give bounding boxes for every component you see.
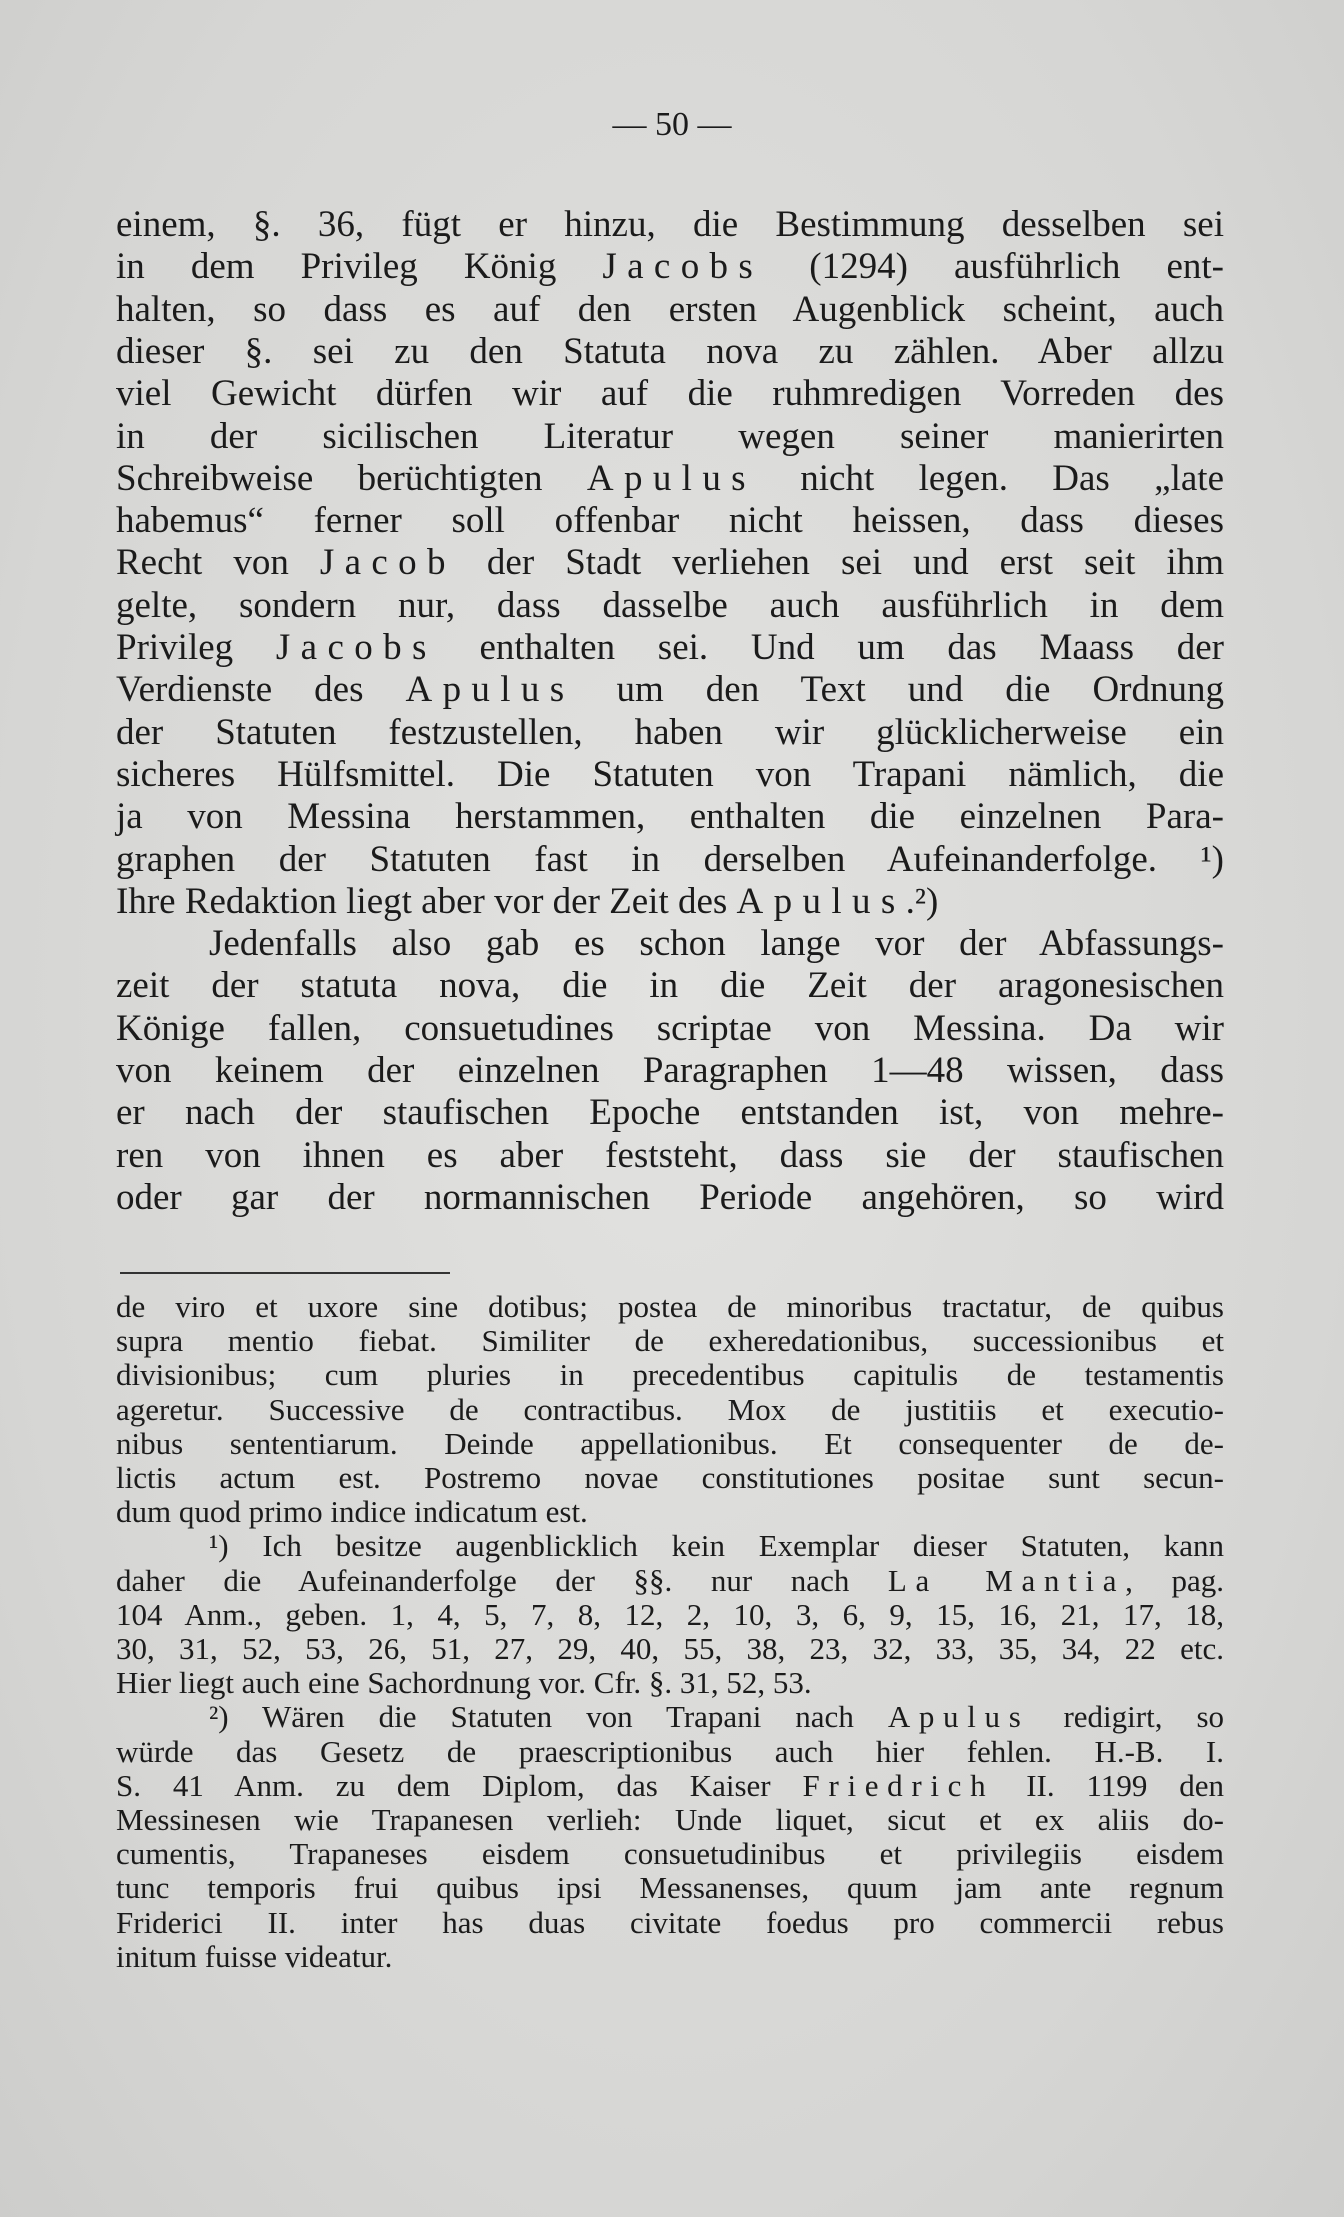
text-segment: II. 1199 den xyxy=(994,1767,1224,1803)
text-segment: cumentis, Trapaneses eisdem consuetudinibus et privilegiis eisdem xyxy=(116,1836,1224,1872)
text-line xyxy=(116,839,1224,881)
text-segment: .²) xyxy=(905,880,939,922)
text-line xyxy=(116,881,1224,923)
spaced-name: Apulus xyxy=(736,880,906,922)
footnote-line xyxy=(116,1769,1224,1803)
footnote-line xyxy=(116,1837,1224,1871)
text-line xyxy=(116,712,1224,754)
text-segment: der Statuten festzustellen, haben wir glücklicherweise ein xyxy=(116,711,1224,753)
text-line xyxy=(116,754,1224,796)
footnote-divider xyxy=(120,1272,450,1274)
page-number: — 50 — xyxy=(612,106,732,143)
text-segment: Ihre Redaktion liegt aber vor der Zeit des xyxy=(116,880,737,922)
text-segment: Recht von xyxy=(116,542,320,584)
text-segment: ja von Messina herstammen, enthalten die einzelnen Para- xyxy=(116,796,1224,838)
text-segment: Verdienste des xyxy=(116,669,406,711)
text-segment: initum fuisse videatur. xyxy=(116,1938,393,1974)
text-line xyxy=(116,458,1224,500)
text-segment: tunc temporis frui quibus ipsi Messanenses, quum jam ante regnum xyxy=(116,1870,1224,1906)
text-segment: zeit der statuta nova, die in die Zeit der aragonesischen xyxy=(116,965,1224,1007)
text-line xyxy=(116,1177,1224,1219)
text-line xyxy=(116,204,1224,246)
text-segment: (1294) ausführlich ent- xyxy=(763,246,1224,288)
text-segment: nibus sententiarum. Deinde appellationibus. Et consequenter de de- xyxy=(116,1425,1224,1461)
text-segment: viel Gewicht dürfen wir auf die ruhmredigen Vorreden des xyxy=(116,373,1224,415)
text-segment: in der sicilischen Literatur wegen seiner manierirten xyxy=(116,415,1224,457)
text-segment: S. 41 Anm. zu dem Diplom, das Kaiser xyxy=(116,1767,803,1803)
footnote-line xyxy=(116,1529,1224,1563)
text-segment: sicheres Hülfsmittel. Die Statuten von Trapani nämlich, die xyxy=(116,753,1224,795)
text-segment: graphen der Statuten fast in derselben Aufeinanderfolge. ¹) xyxy=(116,838,1224,880)
text-line xyxy=(116,585,1224,627)
text-segment: Jedenfalls also gab es schon lange vor der Abfassungs- xyxy=(209,923,1224,965)
text-segment: lictis actum est. Postremo novae constitutiones positae sunt secun- xyxy=(116,1460,1224,1495)
footnote-line xyxy=(116,1871,1224,1905)
text-line xyxy=(116,796,1224,838)
text-segment: dieser §. sei zu den Statuta nova zu zählen. Aber allzu xyxy=(116,330,1224,372)
footnote-line xyxy=(116,1358,1224,1392)
footnote-line xyxy=(116,1290,1224,1324)
text-segment: einem, §. 36, fügt er hinzu, die Bestimmung desselben sei xyxy=(116,204,1224,245)
spaced-name: Apulus xyxy=(586,457,756,499)
text-line xyxy=(116,542,1224,584)
text-line xyxy=(116,331,1224,373)
text-segment: er nach der staufischen Epoche entstanden ist, von mehre- xyxy=(116,1092,1224,1134)
footnote-line xyxy=(116,1598,1224,1632)
spaced-name: Jacobs xyxy=(602,246,764,288)
footnote-line xyxy=(116,1632,1224,1666)
footnote-line xyxy=(116,1803,1224,1837)
spaced-name: La Mantia xyxy=(887,1562,1126,1598)
footnote-line xyxy=(116,1940,1224,1974)
text-segment: Friderici II. inter has duas civitate foedus pro commercii rebus xyxy=(116,1904,1224,1940)
text-segment: oder gar der normannischen Periode angehören, so wird xyxy=(116,1176,1224,1218)
text-segment: halten, so dass es auf den ersten Augenblick scheint, auch xyxy=(116,288,1224,330)
text-segment: supra mentio fiebat. Similiter de exheredationibus, successionibus et xyxy=(116,1323,1224,1359)
text-segment: de viro et uxore sine dotibus; postea de minoribus tractatur, de quibus xyxy=(116,1289,1224,1324)
text-segment: 30, 31, 52, 53, 26, 51, 27, 29, 40, 55, 38, 23, 32, 33, 35, 34, 22 etc. xyxy=(116,1631,1224,1666)
text-segment: um den Text und die Ordnung xyxy=(574,669,1224,711)
text-line xyxy=(116,1008,1224,1050)
spaced-name: Apulus xyxy=(887,1699,1030,1735)
text-segment: 104 Anm., geben. 1, 4, 5, 7, 8, 12, 2, 10, 3, 6, 9, 15, 16, 21, 17, 18, xyxy=(116,1596,1224,1632)
text-segment: in dem Privileg König xyxy=(116,246,603,288)
text-segment: enthalten sei. Und um das Maass der xyxy=(436,627,1224,668)
footnote-line xyxy=(116,1564,1224,1598)
text-line xyxy=(116,246,1224,288)
spaced-name: Friedrich xyxy=(802,1767,995,1803)
text-segment: der Stadt verliehen sei und erst seit ihm xyxy=(455,542,1224,584)
footnote-line xyxy=(116,1324,1224,1358)
text-segment: Könige fallen, consuetudines scriptae von Messina. Da wir xyxy=(116,1007,1224,1049)
text-line xyxy=(116,1135,1224,1177)
footnote-line xyxy=(116,1906,1224,1940)
text-segment: Privileg xyxy=(116,627,276,668)
text-segment: redigirt, so xyxy=(1029,1699,1225,1735)
text-segment: habemus“ ferner soll offenbar nicht heissen, dass dieses xyxy=(116,500,1224,542)
text-segment: ²) Wären die Statuten von Trapani nach xyxy=(209,1699,888,1735)
footnote-line xyxy=(116,1666,1224,1700)
text-line xyxy=(116,416,1224,458)
text-segment: Schreibweise berüchtigten xyxy=(116,457,587,499)
text-line xyxy=(116,373,1224,415)
footnote-line xyxy=(116,1495,1224,1529)
text-line xyxy=(116,627,1224,669)
text-line xyxy=(116,923,1224,965)
text-line xyxy=(116,1050,1224,1092)
text-segment: Messinesen wie Trapanesen verlieh: Unde liquet, sicut et ex aliis do- xyxy=(116,1802,1224,1837)
text-segment: dum quod primo indice indicatum est. xyxy=(116,1494,588,1530)
footnote-line xyxy=(116,1735,1224,1769)
footnote-line xyxy=(116,1461,1224,1495)
spaced-name: Jacob xyxy=(319,542,456,584)
text-segment: Hier liegt auch eine Sachordnung vor. Cfr. §. 31, 52, 53. xyxy=(116,1665,812,1701)
text-line xyxy=(116,289,1224,331)
text-segment: würde das Gesetz de praescriptionibus auch hier fehlen. H.-B. I. xyxy=(116,1733,1224,1769)
text-segment: daher die Aufeinanderfolge der §§. nur nach xyxy=(116,1562,888,1598)
text-segment: gelte, sondern nur, dass dasselbe auch ausführlich in dem xyxy=(116,584,1224,626)
text-segment: ¹) Ich besitze augenblicklich kein Exemplar dieser Statuten, kann xyxy=(209,1528,1224,1564)
footnote-line xyxy=(116,1700,1224,1734)
text-segment: divisionibus; cum pluries in precedentibus capitulis de testamentis xyxy=(116,1357,1224,1393)
text-line xyxy=(116,1092,1224,1134)
text-segment: von keinem der einzelnen Paragraphen 1—48 wissen, dass xyxy=(116,1050,1224,1091)
text-segment: ageretur. Successive de contractibus. Mox de justitiis et executio- xyxy=(116,1391,1224,1427)
text-line xyxy=(116,965,1224,1007)
text-segment: nicht legen. Das „late xyxy=(755,457,1224,499)
footnote-line xyxy=(116,1427,1224,1461)
text-line xyxy=(116,669,1224,711)
footnote-line xyxy=(116,1393,1224,1427)
spaced-name: Apulus xyxy=(405,669,575,711)
text-segment: , pag. xyxy=(1125,1562,1224,1598)
text-segment: ren von ihnen es aber feststeht, dass sie der staufischen xyxy=(116,1134,1224,1176)
spaced-name: Jacobs xyxy=(275,627,437,668)
text-line xyxy=(116,500,1224,542)
